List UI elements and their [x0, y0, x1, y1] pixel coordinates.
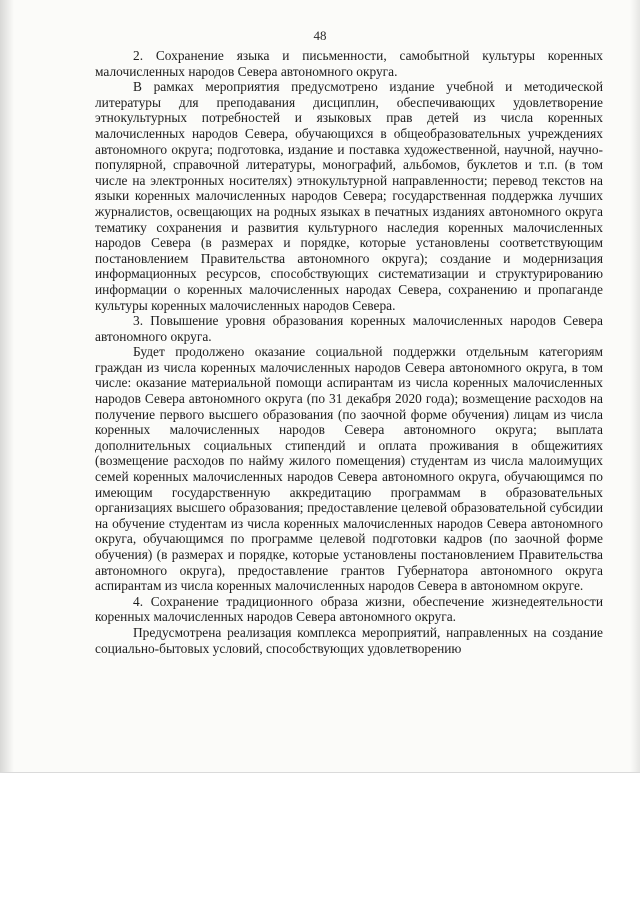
paragraph-text: Будет продолжено оказание социальной поддержки отдельным категориям граждан из числа коренных малочисленных народов Севера автономного округа, в том числе: оказание материальной помощи аспирантам из числа коренных малочисленных народов Севера автономного округа (по 31 декабря 2020 года); возмещение расходов на получение первого высшего образования (по заочной форме обучения) лицам из числа коренных малочисленных народов Севера автономного округа; выплата дополнительных социальных стипендий и оплата проживания в общежитиях (возмещение расходов по найму жилого помещения) студентам из числа малоимущих семей коренных малочисленных народов Севера автономного округа, обучающимся по имеющим государственную аккредитацию программам в образовательных организациях высшего образования; предоставление целевой образовательной субсидии на обучение студентам из числа коренных малочисленных народов Севера автономного округа, обучающимся по программе целевой подготовки кадров (по заочной форме обучения) (в размерах и порядке, которые установлены постановлением Правительства автономного округа), предоставление грантов Губернатора автономного округа аспирантам из числа коренных малочисленных народов Севера в автономном округе.	[95, 344, 603, 594]
paragraph-text: Предусмотрена реализация комплекса мероприятий, направленных на создание социально-бытовых условий, способствующих удовлетворению	[95, 624, 603, 656]
blank-background	[0, 773, 640, 905]
document-body	[95, 48, 603, 656]
paragraph-heading-2: 2. Сохранение языка и письменности, самобытной культуры коренных малочисленных народов Севера автономного округа.	[95, 48, 603, 79]
paragraph-heading-3: 3. Повышение уровня образования коренных малочисленных народов Севера автономного округа.	[95, 313, 603, 344]
paragraph-text: В рамках мероприятия предусмотрено издание учебной и методической литературы для преподавания дисциплин, обеспечивающих удовлетворение этнокультурных потребностей и языковых прав детей из числа коренных малочисленных народов Севера, обучающихся в общеобразовательных учреждениях автономного округа; подготовка, издание и поставка художественной, научной, научно-популярной, справочной литературы, монографий, альбомов, буклетов и т.п. (в том числе на электронных носителях) этнокультурной направленности; перевод текстов на языки коренных малочисленных народов Севера; государственная поддержка лучших журналистов, освещающих на родных языках в печатных изданиях автономного округа тематику сохранения и развития культурного наследия коренных малочисленных народов Севера (в размерах и порядке, которые установлены соответствующим постановлением Правительства автономного округа); создание и модернизация информационных ресурсов, способствующих систематизации и структурированию информации о коренных малочисленных народах Севера, сохранению и пропаганде культуры коренных малочисленных народов Севера.	[95, 79, 603, 313]
paragraph-heading-4: 4. Сохранение традиционного образа жизни, обеспечение жизнедеятельности коренных малочисленных народов Севера автономного округа.	[95, 593, 603, 625]
page-number: 48	[313, 28, 327, 43]
